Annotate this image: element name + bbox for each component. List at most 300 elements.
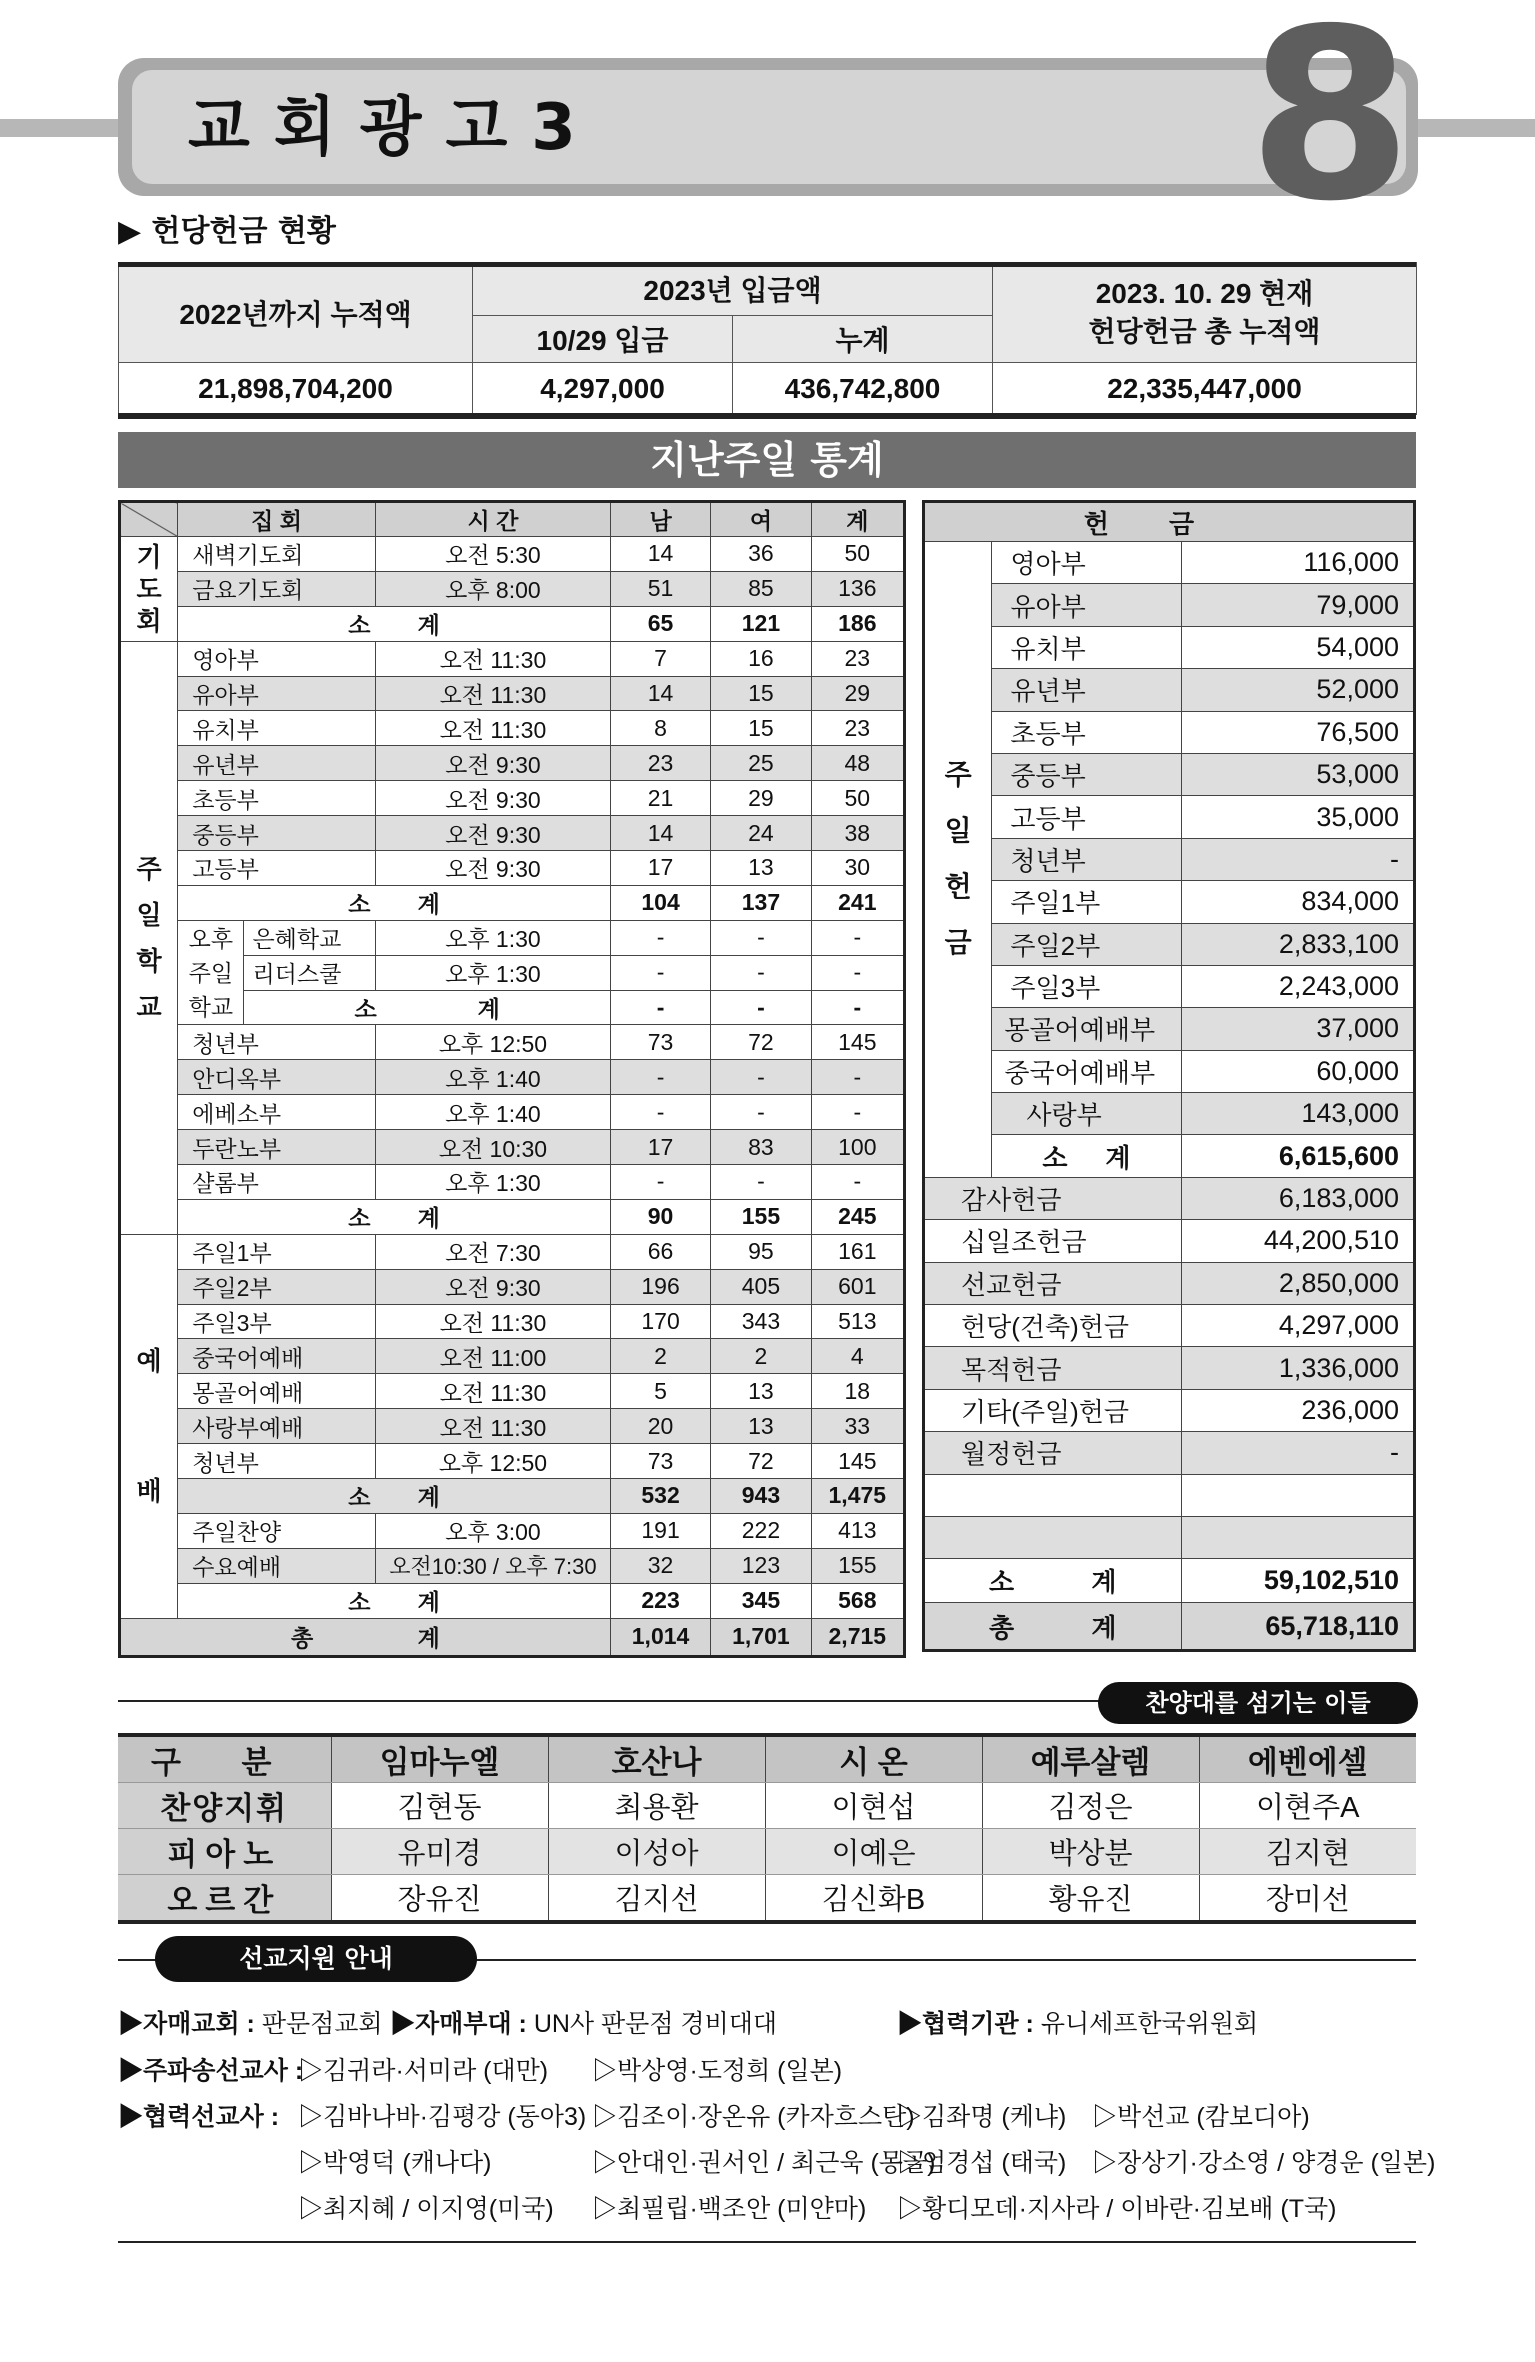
offering-name: 감사헌금 — [924, 1177, 1182, 1219]
sister-church-value: 판문점교회 — [261, 2010, 383, 2038]
subtotal-female: 137 — [711, 885, 811, 920]
table-row — [924, 1389, 1415, 1431]
choir-cell: 최용환 — [548, 1783, 765, 1829]
partner-org-label: ▶협력기관 : — [897, 2010, 1034, 2038]
offering-name: 주일2부 — [992, 923, 1181, 965]
table-row — [924, 669, 1415, 711]
offering-amount: 2,243,000 — [1181, 965, 1414, 1007]
header-corner — [120, 502, 178, 537]
row-male: 196 — [610, 1269, 710, 1304]
row-male: 23 — [610, 746, 710, 781]
table-row — [924, 626, 1415, 668]
table-row — [924, 1347, 1415, 1389]
row-time: 오전 5:30 — [375, 537, 610, 572]
offering-amount: 52,000 — [1181, 669, 1414, 711]
table-row — [120, 1444, 905, 1479]
subtotal-row — [120, 885, 905, 920]
row-male: 21 — [610, 781, 710, 816]
subtotal-label: 소 계 — [178, 606, 611, 641]
choir-row-label: 찬양지휘 — [118, 1783, 331, 1829]
row-time: 오전 7:30 — [375, 1234, 610, 1269]
offering-amount: 236,000 — [1181, 1389, 1414, 1431]
offering-name: 유치부 — [992, 626, 1181, 668]
group-prayer-label: 기도회 — [136, 541, 162, 636]
row-name: 중등부 — [178, 816, 376, 851]
choir-cell: 장유진 — [331, 1875, 548, 1923]
table-row — [120, 851, 905, 886]
offering-header-row — [924, 502, 1415, 542]
row-time: 오후 8:00 — [375, 571, 610, 606]
offering-name: 유년부 — [992, 669, 1181, 711]
row-total: 38 — [811, 816, 904, 851]
subtotal-total: - — [811, 990, 904, 1025]
subtotal-label: 소 계 — [178, 1479, 611, 1514]
offering-amount: 1,336,000 — [1181, 1347, 1414, 1389]
row-total: - — [811, 1165, 904, 1200]
row-female: 123 — [711, 1548, 811, 1583]
header-meeting: 집 회 — [178, 502, 376, 537]
choir-cell: 김신화B — [765, 1875, 982, 1923]
row-male: 73 — [610, 1025, 710, 1060]
group-worship — [120, 1234, 178, 1618]
row-female: 13 — [711, 1374, 811, 1409]
row-female: 83 — [711, 1130, 811, 1165]
row-total: 601 — [811, 1269, 904, 1304]
coop-missionary: ▷황디모데·지사라 / 이바란·김보배 (T국) — [897, 2195, 1337, 2223]
offering-amount: 37,000 — [1181, 1008, 1414, 1050]
table-row — [924, 881, 1415, 923]
val-this-week: 4,297,000 — [473, 363, 733, 415]
choir-cell: 이예은 — [765, 1829, 982, 1875]
row-female: - — [711, 1095, 811, 1130]
table-row — [924, 1305, 1415, 1347]
table-row — [120, 1409, 905, 1444]
choir-cell: 박상분 — [982, 1829, 1199, 1875]
table-row — [924, 965, 1415, 1007]
row-name: 영아부 — [178, 641, 376, 676]
choir-header: 예루살렘 — [982, 1735, 1199, 1783]
offering-name: 중국어예배부 — [992, 1050, 1181, 1092]
subtotal-label: 소 계 — [244, 990, 610, 1025]
row-female: 16 — [711, 641, 811, 676]
group-afternoon-school — [178, 920, 244, 1025]
group-sunday-offering-label: 주일헌금 — [944, 759, 972, 959]
row-time: 오후 1:30 — [375, 955, 610, 990]
row-total: - — [811, 1060, 904, 1095]
row-male: 73 — [610, 1444, 710, 1479]
offering-name: 주일3부 — [992, 965, 1181, 1007]
offering-total-amount: 65,718,110 — [1181, 1603, 1414, 1651]
row-total: 23 — [811, 711, 904, 746]
col-cumulative-2022: 2022년까지 누적액 — [119, 263, 473, 363]
choir-row-label: 피아노 — [118, 1829, 331, 1875]
group-afternoon-school-label: 오후주일학교 — [188, 925, 234, 1020]
row-name: 에베소부 — [178, 1095, 376, 1130]
offering-total-row — [924, 1603, 1415, 1651]
subtotal-female: 943 — [711, 1479, 811, 1514]
row-male: - — [610, 1060, 710, 1095]
subtotal-female: - — [711, 990, 811, 1025]
row-male: 170 — [610, 1304, 710, 1339]
empty-cell — [1181, 1516, 1414, 1558]
row-female: 72 — [711, 1025, 811, 1060]
table-row — [120, 781, 905, 816]
row-female: 405 — [711, 1269, 811, 1304]
partner-org-value: 유니세프한국위원회 — [1040, 2010, 1259, 2038]
row-time: 오전 9:30 — [375, 746, 610, 781]
table-row — [120, 1130, 905, 1165]
subtotal-male: 90 — [610, 1199, 710, 1234]
offering-table — [922, 500, 1416, 1652]
table-row — [924, 838, 1415, 880]
col-current-line2: 헌당헌금 총 누적액 — [1088, 315, 1321, 347]
row-female: 72 — [711, 1444, 811, 1479]
row-female: 85 — [711, 571, 811, 606]
sent-missionary-label — [118, 2054, 303, 2088]
row-name: 몽골어예배 — [178, 1374, 376, 1409]
row-female: - — [711, 955, 811, 990]
sister-church-label: ▶자매교회 : — [118, 2010, 255, 2038]
table-row — [120, 537, 905, 572]
row-female: - — [711, 1165, 811, 1200]
grand-total-label: 총 계 — [120, 1618, 611, 1656]
row-time: 오후 1:40 — [375, 1095, 610, 1130]
offering-name: 목적헌금 — [924, 1347, 1182, 1389]
row-male: - — [610, 1095, 710, 1130]
subtotal-total: 1,475 — [811, 1479, 904, 1514]
choir-cell: 황유진 — [982, 1875, 1199, 1923]
row-time: 오전10:30 / 오후 7:30 — [375, 1548, 610, 1583]
mission-bottom-rule — [118, 2241, 1416, 2243]
offering-name: 몽골어예배부 — [992, 1008, 1181, 1050]
coop-missionary: ▷박영덕 (캐나다) — [298, 2149, 492, 2177]
row-male: 5 — [610, 1374, 710, 1409]
table-row — [120, 746, 905, 781]
choir-cell: 김지선 — [548, 1875, 765, 1923]
offering-amount: 834,000 — [1181, 881, 1414, 923]
grand-total-male: 1,014 — [610, 1618, 710, 1656]
offering-name: 청년부 — [992, 838, 1181, 880]
row-total: 18 — [811, 1374, 904, 1409]
offering-amount: 4,297,000 — [1181, 1305, 1414, 1347]
row-time: 오전 11:30 — [375, 711, 610, 746]
empty-row — [924, 1516, 1415, 1558]
empty-row — [924, 1474, 1415, 1516]
stats-banner: 지난주일 통계 — [118, 432, 1416, 488]
coop-missionary: ▷엄경섭 (태국) — [897, 2149, 1067, 2177]
table-row — [924, 753, 1415, 795]
row-female: - — [711, 1060, 811, 1095]
row-name: 초등부 — [178, 781, 376, 816]
offering-subtotal-row — [924, 1559, 1415, 1603]
row-name: 유치부 — [178, 711, 376, 746]
choir-cell: 유미경 — [331, 1829, 548, 1875]
row-total: - — [811, 1095, 904, 1130]
offering-amount: 53,000 — [1181, 753, 1414, 795]
row-time: 오전 11:30 — [375, 1374, 610, 1409]
table-row — [924, 796, 1415, 838]
offering-section-label: ▶ 헌당헌금 현황 — [118, 214, 336, 249]
offering-amount: - — [1181, 838, 1414, 880]
row-time: 오후 12:50 — [375, 1444, 610, 1479]
offering-table-bottom-rule — [118, 413, 1416, 419]
grand-total-row — [120, 1618, 905, 1656]
offering-name: 영아부 — [992, 542, 1181, 584]
coop-missionary: ▷김조이·장온유 (카자흐스탄) — [592, 2103, 915, 2131]
row-name: 안디옥부 — [178, 1060, 376, 1095]
offering-amount: 2,850,000 — [1181, 1262, 1414, 1304]
coop-missionary: ▷김바나바·김평강 (동아3) — [298, 2103, 587, 2131]
table-row — [120, 1234, 905, 1269]
row-female: 2 — [711, 1339, 811, 1374]
header-female: 여 — [711, 502, 811, 537]
page-title: 교회광고3 — [188, 91, 600, 165]
row-total: 30 — [811, 851, 904, 886]
attendance-table — [118, 500, 906, 1658]
group-sunday-offering — [924, 542, 992, 1178]
choir-row-label: 오르간 — [118, 1875, 331, 1923]
table-row — [924, 1220, 1415, 1262]
table-row — [120, 816, 905, 851]
row-name: 주일1부 — [178, 1234, 376, 1269]
offering-amount: 60,000 — [1181, 1050, 1414, 1092]
table-row — [120, 1513, 905, 1548]
row-male: 14 — [610, 537, 710, 572]
subtotal-male: 104 — [610, 885, 710, 920]
table-row — [924, 542, 1415, 584]
choir-header: 에벤에셀 — [1199, 1735, 1416, 1783]
subtotal-male: - — [610, 990, 710, 1025]
row-name: 금요기도회 — [178, 571, 376, 606]
offering-name: 선교헌금 — [924, 1262, 1182, 1304]
subtotal-row — [120, 1479, 905, 1514]
table-row — [120, 1304, 905, 1339]
choir-row — [118, 1783, 1416, 1829]
offering-name: 유아부 — [992, 584, 1181, 626]
row-time: 오후 1:40 — [375, 1060, 610, 1095]
table-row — [120, 1269, 905, 1304]
row-female: 222 — [711, 1513, 811, 1548]
offering-amount: 2,833,100 — [1181, 923, 1414, 965]
offering-amount: - — [1181, 1432, 1414, 1474]
row-name: 두란노부 — [178, 1130, 376, 1165]
offering-subtotal-amount: 6,615,600 — [1181, 1135, 1414, 1177]
offering-amount: 76,500 — [1181, 711, 1414, 753]
row-name: 리더스쿨 — [244, 955, 376, 990]
coop-missionary: ▷김좌명 (케냐) — [897, 2103, 1067, 2131]
row-total: - — [811, 955, 904, 990]
row-name: 새벽기도회 — [178, 537, 376, 572]
choir-header: 임마누엘 — [331, 1735, 548, 1783]
subtotal-row — [120, 606, 905, 641]
row-total: 29 — [811, 676, 904, 711]
offering-amount: 79,000 — [1181, 584, 1414, 626]
row-total: 513 — [811, 1304, 904, 1339]
row-time: 오후 12:50 — [375, 1025, 610, 1060]
sent-missionary: ▷박상영·도정희 (일본) — [592, 2057, 843, 2085]
row-name: 청년부 — [178, 1444, 376, 1479]
col-current — [993, 263, 1417, 363]
row-time: 오전 9:30 — [375, 1269, 610, 1304]
subtotal-row — [120, 1583, 905, 1618]
row-name: 은혜학교 — [244, 920, 376, 955]
offering-name: 고등부 — [992, 796, 1181, 838]
row-time: 오전 11:30 — [375, 676, 610, 711]
offering-header: 헌금 — [924, 502, 1415, 542]
val-cumulative-2022: 21,898,704,200 — [119, 363, 473, 415]
row-female: 343 — [711, 1304, 811, 1339]
choir-header-row — [118, 1735, 1416, 1783]
subtotal-row — [120, 1199, 905, 1234]
row-name: 샬롬부 — [178, 1165, 376, 1200]
sister-unit-label: ▶자매부대 : — [390, 2010, 527, 2038]
row-male: 20 — [610, 1409, 710, 1444]
table-row — [924, 584, 1415, 626]
row-name: 유아부 — [178, 676, 376, 711]
header-male: 남 — [610, 502, 710, 537]
table-row — [120, 1095, 905, 1130]
row-male: - — [610, 920, 710, 955]
subtotal-male: 65 — [610, 606, 710, 641]
coop-missionary: ▷안대인·권서인 / 최근욱 (몽골) — [592, 2149, 936, 2177]
group-worship-label: 예배 — [136, 1346, 162, 1507]
row-total: 145 — [811, 1444, 904, 1479]
subtotal-total: 568 — [811, 1583, 904, 1618]
row-total: 50 — [811, 537, 904, 572]
coop-missionary-label-text: ▶협력선교사 : — [118, 2103, 280, 2131]
row-total: 50 — [811, 781, 904, 816]
row-total: - — [811, 920, 904, 955]
table-row — [120, 676, 905, 711]
sent-missionary: ▷김귀라·서미라 (대만) — [298, 2057, 549, 2085]
row-total: 161 — [811, 1234, 904, 1269]
partner-org — [897, 2007, 1258, 2041]
row-name: 유년부 — [178, 746, 376, 781]
offering-amount: 6,183,000 — [1181, 1177, 1414, 1219]
row-name: 중국어예배 — [178, 1339, 376, 1374]
table-row — [924, 1050, 1415, 1092]
row-female: 13 — [711, 851, 811, 886]
offering-amount: 116,000 — [1181, 542, 1414, 584]
row-time: 오전 9:30 — [375, 851, 610, 886]
row-male: 14 — [610, 676, 710, 711]
row-female: 15 — [711, 676, 811, 711]
subtotal-label: 소 계 — [178, 1199, 611, 1234]
row-name: 고등부 — [178, 851, 376, 886]
offering-name: 기타(주일)헌금 — [924, 1389, 1182, 1431]
subtotal-female: 121 — [711, 606, 811, 641]
choir-cell: 김정은 — [982, 1783, 1199, 1829]
table-row — [120, 1374, 905, 1409]
row-total: 100 — [811, 1130, 904, 1165]
sent-missionary-label-text: ▶주파송선교사 : — [118, 2057, 304, 2085]
row-male: 7 — [610, 641, 710, 676]
row-time: 오전 9:30 — [375, 781, 610, 816]
sister-unit-value: UN사 판문점 경비대대 — [533, 2010, 778, 2038]
subtotal-total: 245 — [811, 1199, 904, 1234]
row-female: - — [711, 920, 811, 955]
subtotal-label: 소 계 — [178, 1583, 611, 1618]
table-row — [924, 711, 1415, 753]
row-male: - — [610, 955, 710, 990]
row-female: 13 — [711, 1409, 811, 1444]
choir-row — [118, 1875, 1416, 1923]
row-female: 24 — [711, 816, 811, 851]
row-time: 오후 1:30 — [375, 1165, 610, 1200]
page-number: 8 — [1248, 0, 1413, 253]
row-time: 오전 11:30 — [375, 641, 610, 676]
coop-missionary: ▷박선교 (캄보디아) — [1092, 2103, 1310, 2131]
row-female: 15 — [711, 711, 811, 746]
offering-name: 헌당(건축)헌금 — [924, 1305, 1182, 1347]
grand-total-total: 2,715 — [811, 1618, 904, 1656]
choir-header: 구 분 — [118, 1735, 331, 1783]
col-this-week: 10/29 입금 — [473, 316, 733, 363]
empty-cell — [1181, 1474, 1414, 1516]
row-male: 66 — [610, 1234, 710, 1269]
row-total: 48 — [811, 746, 904, 781]
row-male: 17 — [610, 1130, 710, 1165]
row-total: 23 — [811, 641, 904, 676]
offering-subtotal-label: 소 계 — [992, 1135, 1181, 1177]
coop-missionary: ▷장상기·강소영 / 양경운 (일본) — [1092, 2149, 1436, 2177]
choir-title: 찬양대를 섬기는 이들 — [1098, 1682, 1418, 1724]
header-time: 시 간 — [375, 502, 610, 537]
col-2023: 2023년 입금액 — [473, 263, 993, 316]
offering-name: 십일조헌금 — [924, 1220, 1182, 1262]
row-male: 8 — [610, 711, 710, 746]
row-female: 25 — [711, 746, 811, 781]
choir-cell: 이성아 — [548, 1829, 765, 1875]
table-row — [924, 1432, 1415, 1474]
coop-missionary-label — [118, 2100, 279, 2134]
row-female: 95 — [711, 1234, 811, 1269]
row-male: 51 — [610, 571, 710, 606]
group-sunday-school — [120, 641, 178, 1234]
offering-name: 월정헌금 — [924, 1432, 1182, 1474]
col-current-line1: 2023. 10. 29 현재 — [1095, 277, 1314, 309]
table-row — [924, 1008, 1415, 1050]
row-male: - — [610, 1165, 710, 1200]
row-time: 오전 11:30 — [375, 1409, 610, 1444]
offering-amount: 35,000 — [1181, 796, 1414, 838]
table-row — [924, 1093, 1415, 1135]
table-row — [120, 1025, 905, 1060]
grand-total-female: 1,701 — [711, 1618, 811, 1656]
sister-church — [118, 2007, 383, 2041]
sister-unit — [390, 2007, 777, 2041]
row-name: 수요예배 — [178, 1548, 376, 1583]
choir-cell: 김현동 — [331, 1783, 548, 1829]
subtotal-row — [924, 1135, 1415, 1177]
table-row — [120, 1165, 905, 1200]
choir-cell: 김지현 — [1199, 1829, 1416, 1875]
row-female: 36 — [711, 537, 811, 572]
table-row — [924, 1177, 1415, 1219]
row-male: 191 — [610, 1513, 710, 1548]
offering-amount: 143,000 — [1181, 1093, 1414, 1135]
row-name: 주일3부 — [178, 1304, 376, 1339]
choir-cell: 장미선 — [1199, 1875, 1416, 1923]
row-total: 145 — [811, 1025, 904, 1060]
row-male: 14 — [610, 816, 710, 851]
empty-cell — [924, 1516, 1182, 1558]
offering-name: 중등부 — [992, 753, 1181, 795]
offering-total-sub-label: 소 계 — [924, 1559, 1182, 1603]
offering-amount: 54,000 — [1181, 626, 1414, 668]
choir-cell: 이현주A — [1199, 1783, 1416, 1829]
offering-name: 주일1부 — [992, 881, 1181, 923]
